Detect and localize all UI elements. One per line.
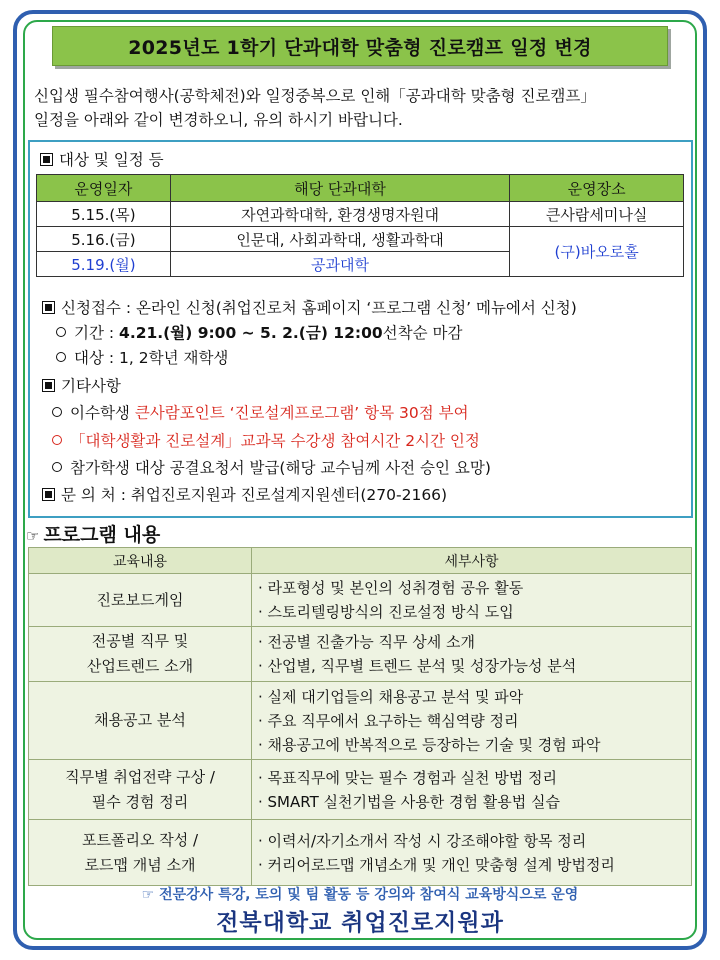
period-suffix: 선착순 마감 (382, 324, 463, 342)
detail-item: · 목표직무에 맞는 필수 경험과 실천 방법 정리 (258, 768, 557, 787)
etc-item-3-text: 참가학생 대상 공결요청서 발급(해당 교수님께 사전 승인 요망) (70, 459, 491, 477)
program-table (28, 547, 692, 886)
contact-line (42, 483, 447, 505)
apply-section (42, 296, 577, 318)
college-cell: 인문대, 사회과학대, 생활과학대 (170, 227, 509, 252)
program-heading (26, 520, 160, 547)
program-details (252, 627, 692, 682)
category-line-2: 필수 경험 정리 (91, 792, 189, 811)
table-row (29, 820, 692, 886)
bullet-circle-icon (52, 435, 62, 445)
filled-square-icon (42, 488, 55, 501)
apply-period (56, 321, 462, 343)
apply-title: 신청접수 : 온라인 신청(취업진로처 홈페이지 ‘프로그램 신청’ 메뉴에서 신청) (61, 299, 577, 317)
category-line-2: 산업트렌드 소개 (86, 657, 194, 675)
etc-title: 기타사항 (61, 377, 121, 395)
col-header-college: 해당 단과대학 (170, 175, 509, 202)
detail-item: · 채용공고에 반복적으로 등장하는 기술 및 경험 파악 (258, 735, 601, 754)
program-details (252, 574, 692, 627)
schedule-table (36, 174, 684, 277)
program-details (252, 682, 692, 760)
date-cell: 5.15.(목) (37, 202, 171, 227)
college-cell: 자연과학대학, 환경생명자원대 (170, 202, 509, 227)
detail-item: · 주요 직무에서 요구하는 핵심역량 정리 (258, 711, 519, 730)
col-header-place: 운영장소 (510, 175, 684, 202)
col-header-content: 교육내용 (29, 548, 252, 574)
pointing-hand-icon: ☞ (26, 527, 40, 545)
program-details (252, 820, 692, 886)
schedule-section-title (40, 148, 164, 170)
footer-note: ☞ 전문강사 특강, 토의 및 팀 활동 등 강의와 참여식 교육방식으로 운영 (141, 887, 579, 903)
schedule-header-row (37, 175, 684, 202)
schedule-box (28, 140, 693, 518)
category-line-1: 포트폴리오 작성 / (81, 830, 199, 849)
college-cell: 공과대학 (170, 252, 509, 277)
table-row (29, 574, 692, 627)
date-cell: 5.19.(월) (37, 252, 171, 277)
program-details (252, 760, 692, 820)
page-title: 2025년도 1학기 단과대학 맞춤형 진로캠프 일정 변경 (128, 36, 592, 59)
program-category (29, 820, 252, 886)
target-text: 대상 : 1, 2학년 재학생 (74, 349, 229, 367)
etc-item-2 (52, 429, 480, 451)
detail-item: · 전공별 진출가능 직무 상세 소개 (258, 633, 475, 651)
category-line-2: 로드맵 개념 소개 (84, 855, 196, 874)
etc-item-1-red: 큰사람포인트 ‘진로설계프로그램’ 항목 30점 부여 (134, 404, 469, 422)
filled-square-icon (42, 379, 55, 392)
program-title: 프로그램 내용 (43, 524, 161, 546)
schedule-section-label: 대상 및 일정 등 (59, 151, 164, 169)
col-header-date: 운영일자 (37, 175, 171, 202)
filled-square-icon (40, 153, 53, 166)
detail-item: · 이력서/자기소개서 작성 시 강조해야할 항목 정리 (258, 831, 587, 850)
category-line-1: 진로보드게임 (96, 590, 184, 609)
organization-name: 전북대학교 취업진로지원과 (216, 910, 504, 936)
bullet-circle-icon (56, 327, 66, 337)
table-row (29, 627, 692, 682)
bullet-circle-icon (52, 407, 62, 417)
table-row (29, 682, 692, 760)
detail-item: · 실제 대기업들의 채용공고 분석 및 파악 (258, 687, 524, 706)
program-category (29, 682, 252, 760)
apply-target (56, 346, 228, 368)
detail-item: · SMART 실천기법을 사용한 경험 활용법 실습 (258, 792, 560, 811)
detail-item: · 스토리텔링방식의 진로설정 방식 도입 (258, 603, 514, 621)
program-header-row (29, 548, 692, 574)
filled-square-icon (42, 301, 55, 314)
intro-text (34, 84, 694, 132)
category-line-1: 전공별 직무 및 (91, 632, 189, 650)
category-line-1: 직무별 취업전략 구상 / (65, 767, 215, 786)
date-cell: 5.16.(금) (37, 227, 171, 252)
intro-line-2: 일정을 아래와 같이 변경하오니, 유의 하시기 바랍니다. (34, 111, 403, 129)
category-line-1: 채용공고 분석 (94, 711, 186, 729)
table-row (37, 227, 684, 252)
intro-line-1: 신입생 필수참여행사(공학체전)와 일정중복으로 인해「공과대학 맞춤형 진로캠프」 (34, 87, 596, 105)
etc-item-1 (52, 401, 469, 423)
col-header-details: 세부사항 (252, 548, 692, 574)
etc-item-1-prefix: 이수학생 (70, 404, 135, 422)
etc-item-3 (52, 456, 491, 478)
detail-item: · 커리어로드맵 개념소개 및 개인 맞춤형 설계 방법정리 (258, 855, 615, 874)
place-cell: (구)바오로홀 (510, 227, 684, 277)
bullet-circle-icon (52, 462, 62, 472)
bullet-circle-icon (56, 352, 66, 362)
period-value: 4.21.(월) 9:00 ~ 5. 2.(금) 12:00 (119, 324, 383, 342)
program-category (29, 760, 252, 820)
table-row (37, 202, 684, 227)
program-category (29, 627, 252, 682)
contact-text: 문 의 처 : 취업진로지원과 진로설계지원센터(270-2166) (61, 486, 448, 504)
period-label: 기간 : (74, 324, 120, 342)
place-cell: 큰사람세미나실 (510, 202, 684, 227)
title-banner (52, 26, 668, 66)
etc-section-title (42, 374, 121, 396)
detail-item: · 산업별, 직무별 트렌드 분석 및 성장가능성 분석 (258, 657, 577, 675)
etc-item-2-text: 「대학생활과 진로설계」교과목 수강생 참여시간 2시간 인정 (70, 432, 480, 450)
detail-item: · 라포형성 및 본인의 성취경험 공유 활동 (258, 579, 524, 597)
program-category (29, 574, 252, 627)
table-row (29, 760, 692, 820)
